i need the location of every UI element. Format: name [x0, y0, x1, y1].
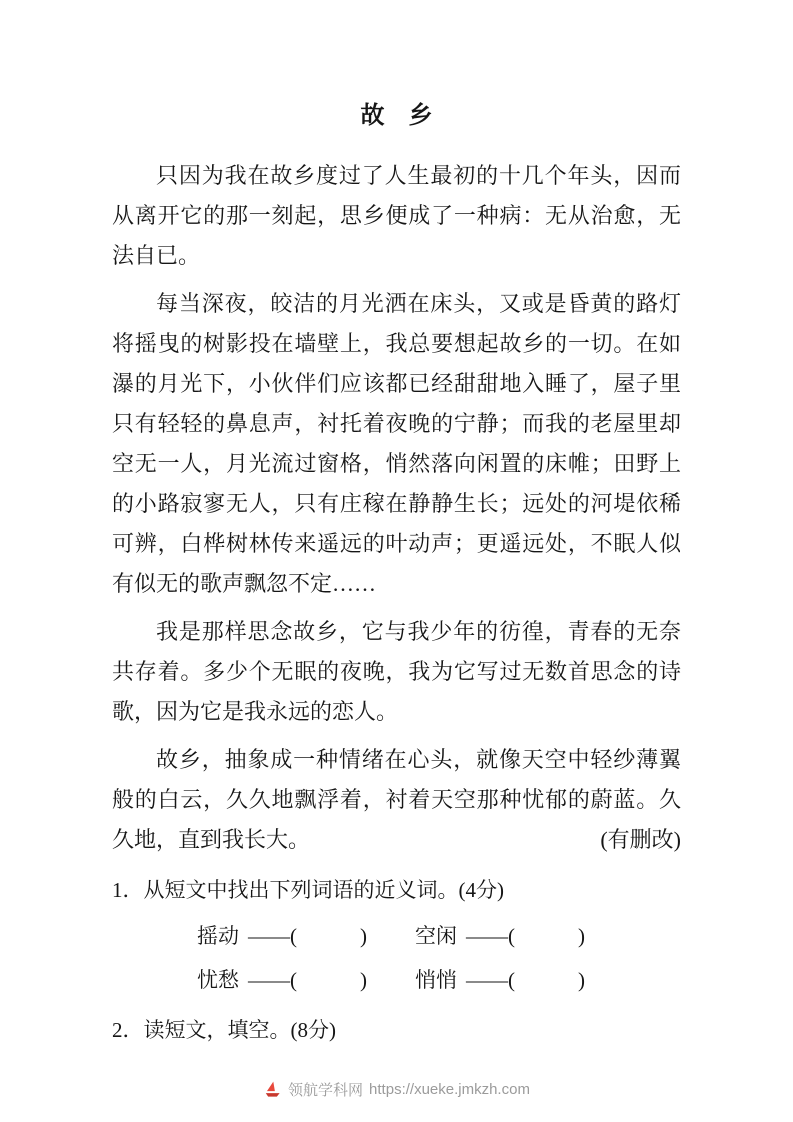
synonym-word: 悄悄 — [415, 968, 457, 992]
essay-paragraph-2: 每当深夜，皎洁的月光洒在床头，又或是昏黄的路灯将摇曳的树影投在墙壁上，我总要想起故乡的一切。在如瀑的月光下，小伙伴们应该都已经甜甜地入睡了，屋子里只有轻轻的鼻息声，衬托着夜晚的宁静；而我的老屋里却空无一人，月光流过窗格，悄然落向闲置的床帷；田野上的小路寂寥无人，只有庄稼在静静生长；远处的河堤依稀可辨，白桦树林传来遥远的叶动声；更遥远处，不眠人似有似无的歌声飘忽不定…… — [112, 291, 681, 596]
synonym-word: 忧愁 — [197, 968, 239, 992]
answer-blank: ——( ) — [248, 924, 367, 948]
synonym-item-kongxian — [415, 914, 585, 958]
essay-paragraph-1: 只因为我在故乡度过了人生最初的十几个年头，因而从离开它的那一刻起，思乡便成了一种病：无从治愈，无法自已。 — [112, 163, 681, 268]
essay-paragraph-3: 我是那样思念故乡，它与我少年的彷徨，青春的无奈共存着。多少个无眠的夜晚，我为它写过无数首思念的诗歌，因为它是我永远的恋人。 — [112, 619, 681, 724]
footer-url: https://xueke.jmkzh.com — [369, 1081, 530, 1098]
synonym-row-1 — [112, 914, 681, 958]
answer-blank: ——( ) — [466, 968, 585, 992]
question-1-label: 1．从短文中找出下列词语的近义词。(4分) — [112, 878, 504, 902]
synonym-item-qiaoqiao — [415, 958, 585, 1002]
question-2-label: 2．读短文，填空。(8分) — [112, 1018, 336, 1042]
document-title: 故 乡 — [360, 103, 433, 129]
synonym-word: 摇动 — [197, 924, 239, 948]
synonym-row-2 — [112, 958, 681, 1002]
essay-paragraph-4 — [112, 740, 681, 860]
essay-paragraph-4-text: 故乡，抽象成一种情绪在心头，就像天空中轻纱薄翼般的白云，久久地飘浮着，衬着天空那种忧郁的蔚蓝。久久地，直到我长大。 — [112, 747, 681, 852]
sailboat-logo-icon — [263, 1080, 282, 1099]
answer-blank: ——( ) — [466, 924, 585, 948]
answer-blank: ——( ) — [248, 968, 367, 992]
source-note: (有删改) — [600, 827, 681, 852]
footer-watermark — [0, 1079, 793, 1100]
synonym-word: 空闲 — [415, 924, 457, 948]
synonym-item-youchou — [197, 958, 415, 1002]
synonym-item-yaodong — [197, 914, 415, 958]
footer-site-name: 领航学科网 — [288, 1082, 364, 1099]
